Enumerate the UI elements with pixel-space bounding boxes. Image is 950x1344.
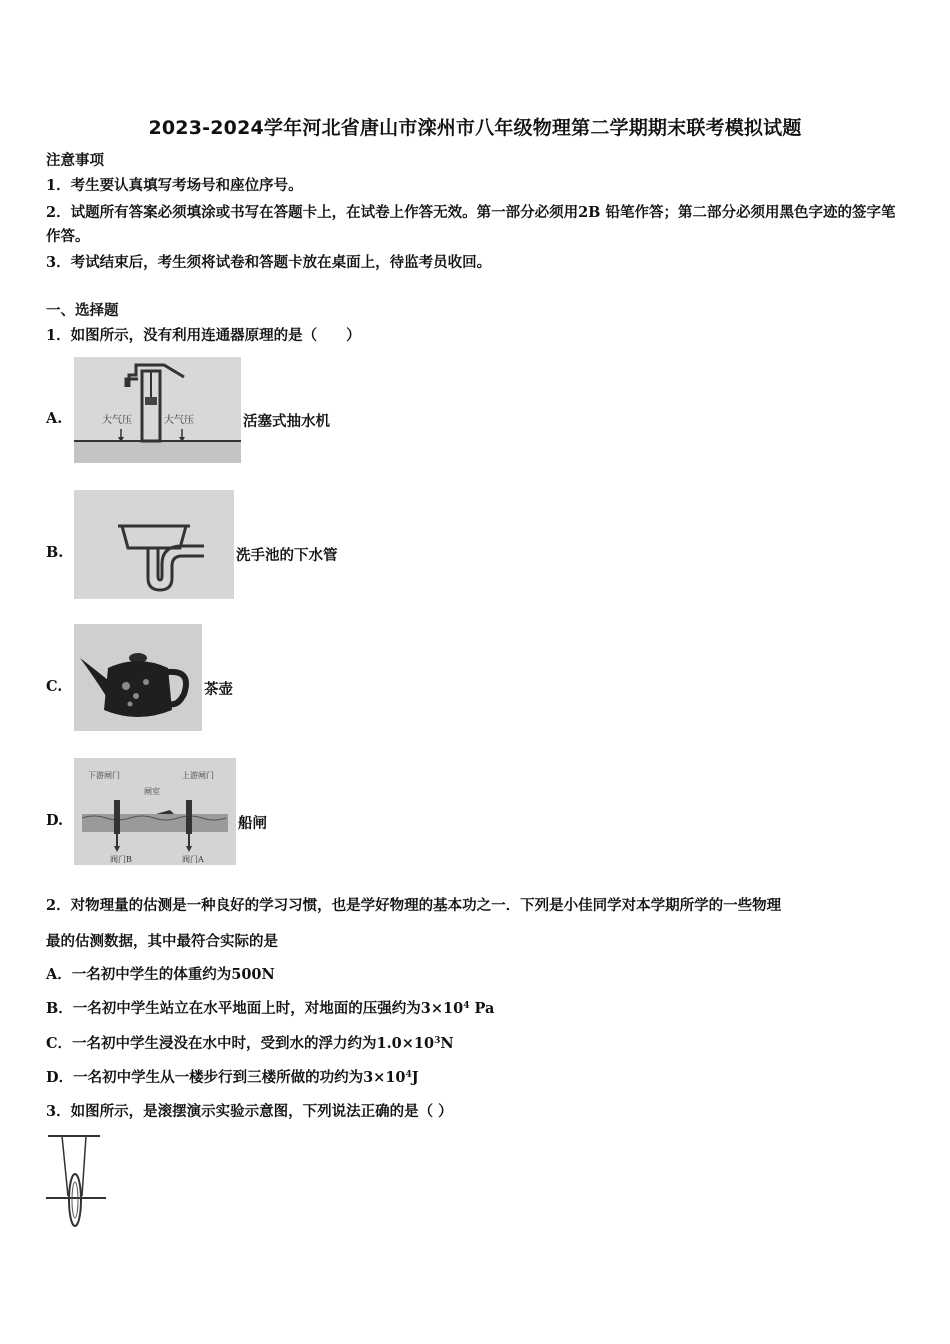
q1-option-c-text: 茶壶 [204,681,233,698]
q2-option-c-text: C．一名初中学生浸没在水中时，受到水的浮力约为 [46,1035,377,1052]
pump-label-right: 大气压 [164,415,194,426]
pump-label-left: 大气压 [102,415,132,426]
notice-item-2: 2．试题所有答案必须填涂或书写在答题卡上，在试卷上作答无效。第一部分必须用2B 铅笔作答；第二部分必须用黑色字迹的签字笔作答。 [46,204,896,245]
q2-option-a-text: A．一名初中学生的体重约为500N [46,966,275,983]
teapot-illustration [74,624,202,731]
q3-image [44,1134,108,1230]
q2-stem-line1: 2．对物理量的估测是一种良好的学习习惯，也是学好物理的基本功之一．下列是小佳同学对本学期所学的一些物理 [46,897,782,914]
q2-option-c-exp: 3 [434,1036,441,1046]
q1-option-b-text: 洗手池的下水管 [236,547,338,564]
notice-heading: 注意事项 [46,152,104,169]
lock-label-valve-b: 阀门B [110,855,132,864]
q2-option-d-text: D．一名初中学生从一楼步行到三楼所做的功约为 [46,1069,364,1086]
lock-label-upstream: 上游闸门 [182,771,214,780]
q2-option-a [46,965,275,985]
q2-option-b-unit: Pa [469,1000,495,1017]
section-heading: 一、选择题 [46,302,119,319]
q2-option-d-base: 3×10 [363,1069,406,1086]
q2-stem-line2: 最的估测数据，其中最符合实际的是 [46,933,278,950]
lock-label-chamber: 闸室 [144,787,160,796]
q1-option-a-label: A. [46,410,63,427]
maxwell-pendulum-illustration [44,1134,108,1230]
q2-option-c-base: 1.0×10 [376,1035,435,1052]
piston-pump-illustration [74,357,241,463]
q1-option-d-text: 船闸 [238,815,267,832]
q2-option-d [46,1068,419,1088]
q1-option-a-text: 活塞式抽水机 [243,413,330,430]
notice-item-3: 3．考试结束后，考生须将试卷和答题卡放在桌面上，待监考员收回。 [46,254,492,271]
q2-option-b [46,999,494,1019]
lock-label-valve-a: 阀门A [182,855,204,864]
lock-label-downstream: 下游闸门 [88,771,120,780]
sink-drain-illustration [74,490,234,599]
q1-option-a-image [74,357,241,463]
q2-option-d-unit: J [411,1069,419,1086]
notice-item-1: 1．考生要认真填写考场号和座位序号。 [46,177,303,194]
q2-option-c-unit: N [440,1035,454,1052]
q1-option-c-image [74,624,202,731]
q1-option-d-image [74,758,236,865]
q1-option-d-label: D. [46,812,64,829]
q1-option-b-label: B. [46,544,64,561]
q2-option-b-exp: 4 [463,1001,470,1011]
page-title: 2023-2024学年河北省唐山市滦州市八年级物理第二学期期末联考模拟试题 [148,117,802,139]
q2-option-b-text: B．一名初中学生站立在水平地面上时，对地面的压强约为 [46,1000,421,1017]
q1-option-c-label: C. [46,678,63,695]
q1-option-b-image [74,490,234,599]
q2-option-b-base: 3×10 [420,1000,464,1017]
ship-lock-illustration [74,758,236,865]
q2-option-c [46,1034,454,1054]
q2-option-d-exp: 4 [405,1070,412,1080]
q1-stem: 1．如图所示，没有利用连通器原理的是（ ） [46,327,361,344]
q3-stem: 3．如图所示，是滚摆演示实验示意图，下列说法正确的是（ ） [46,1103,453,1120]
